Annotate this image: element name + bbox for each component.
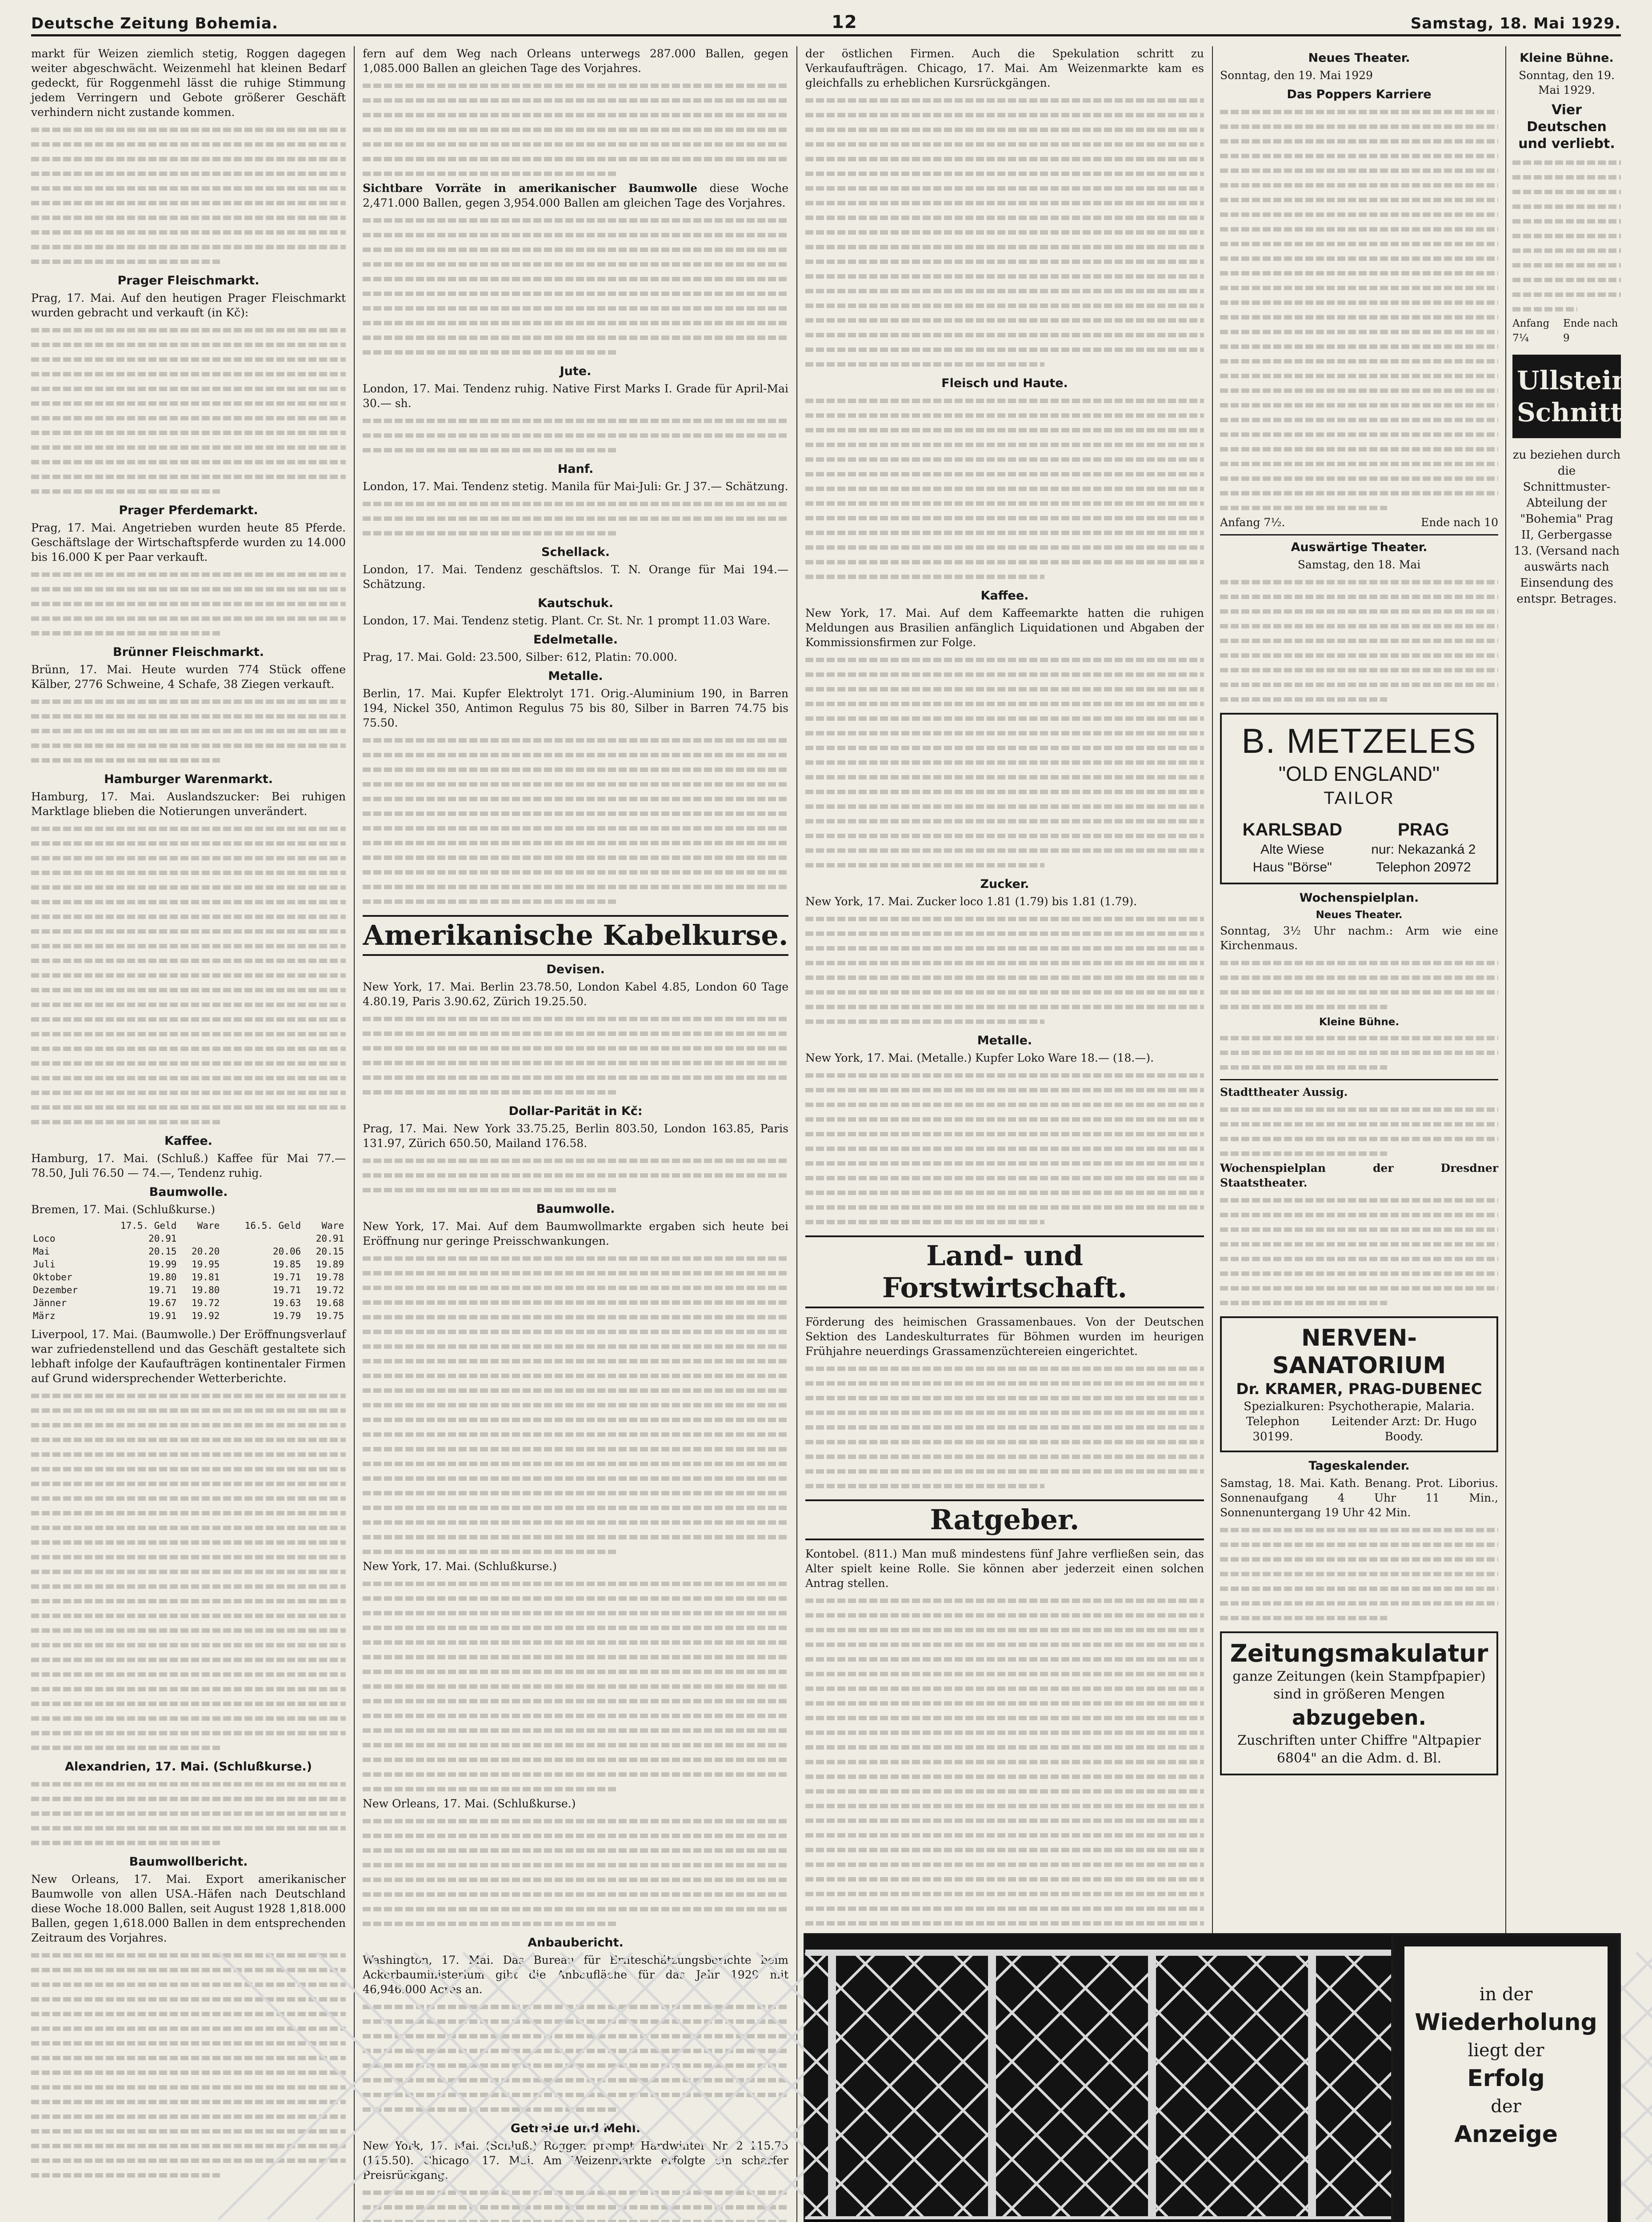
divider	[1220, 534, 1498, 536]
illegible-text	[31, 567, 346, 640]
illegible-text	[805, 1361, 1204, 1493]
section-heading: Baumwolle.	[536, 1202, 615, 1216]
section-heading: Prager Fleischmarkt.	[117, 274, 260, 288]
column-5	[1505, 46, 1641, 2222]
section-heading: Tageskalender.	[1308, 1459, 1410, 1473]
illegible-text	[31, 323, 346, 499]
ad-phone: Telephon 30199.	[1246, 1415, 1300, 1443]
table-cell: 19.92	[192, 1311, 220, 1321]
inline-heading: Wochenspielplan der Dresdner Staatstheater.	[1220, 1162, 1498, 1189]
section-heading: Metalle.	[548, 669, 603, 683]
masthead-title: Deutsche Zeitung Bohemia.	[31, 15, 278, 32]
metzeles-tailor-ad	[1220, 713, 1498, 884]
table-row	[31, 1310, 346, 1323]
illegible-text	[363, 733, 788, 909]
ad-specialty: Spezialkuren: Psychotherapie, Malaria.	[1244, 1400, 1475, 1413]
ad-text: zu beziehen durch die Schnittmuster-Abteilung der "Bohemia" Prag II, Gerbergasse 13. (Versand nach auswärts nach Einsendung des entspr. Betrages.	[1512, 448, 1621, 606]
ad-city: KARLSBAD	[1242, 820, 1343, 839]
article-text: Sonntag, 3½ Uhr nachm.: Arm wie eine Kirchenmaus.	[1220, 924, 1498, 952]
mesh-wire	[1636, 1953, 1652, 2219]
theater-show: Das Poppers Karriere	[1287, 88, 1432, 101]
ad-address: nur: Nekazanká 2	[1371, 842, 1476, 857]
table-cell: 19.78	[316, 1272, 344, 1283]
section-heading: Zucker.	[980, 877, 1029, 891]
article-text: Liverpool, 17. Mai. (Baumwolle.) Der Eröffnungsverlauf war zufriedenstellend und das Geschäft gestaltete sich lebhaft infolge der Kaufaufträgen kontinentaler Firmen auf Grund widersprechender Wetterberichte.	[31, 1328, 346, 1385]
table-header	[31, 1219, 97, 1232]
section-heading: Prager Pferdemarkt.	[119, 504, 258, 517]
ad-title: Zeitungsmakulatur	[1230, 1639, 1488, 1667]
table-cell: 19.71	[272, 1272, 301, 1283]
theater-show: Vier Deutschen und verliebt.	[1518, 102, 1615, 152]
theater-times	[1512, 316, 1621, 346]
illegible-table	[363, 1576, 788, 1796]
table-caption: New York, 17. Mai. (Schlußkurse.)	[363, 1560, 557, 1573]
table-header: Ware	[197, 1220, 220, 1231]
article-text: Hamburg, 17. Mai. Auslandszucker: Bei ruhigen Marktlage blieben die Notierungen unverändert.	[31, 790, 346, 818]
article-text: London, 17. Mai. Tendenz ruhig. Native First Marks I. Grade für April-Mai 30.— sh.	[363, 382, 788, 410]
ad-contact: Zuschriften unter Chiffre "Altpapier 6804" an die Adm. d. Bl.	[1237, 1733, 1481, 1766]
table-cell: 19.85	[272, 1259, 301, 1270]
illegible-text	[1220, 575, 1498, 707]
table-cell: 19.80	[192, 1285, 220, 1295]
section-banner: Ratgeber.	[805, 1499, 1204, 1540]
illegible-text	[31, 694, 346, 767]
inline-heading: Stadttheater Aussig.	[1220, 1086, 1348, 1099]
table-cell: Oktober	[33, 1272, 72, 1283]
section-heading: Neues Theater.	[1308, 51, 1410, 65]
section-heading: Dollar-Parität in Kč:	[508, 1104, 643, 1118]
section-heading: Edelmetalle.	[533, 633, 618, 647]
nerven-sanatorium-ad	[1220, 1316, 1498, 1452]
section-heading: Wochenspielplan.	[1299, 891, 1419, 905]
illegible-text	[363, 413, 788, 457]
article-text: markt für Weizen ziemlich stetig, Roggen dagegen weiter abgeschwächt. Weizenmehl hat kleinen Bedarf gedeckt, für Roggenmehl lässt die ruhige Stimmung jedem Verringern und Gebote größerer Geschäft verhindern nicht zustande kommen.	[31, 47, 346, 119]
article-text: Samstag, 18. Mai. Kath. Benang. Prot. Liborius. Sonnenaufgang 4 Uhr 11 Min., Sonnenuntergang 19 Uhr 42 Min.	[1220, 1477, 1498, 1519]
article-text	[363, 181, 788, 210]
ad-city: PRAG	[1398, 820, 1449, 839]
bremen-quote-table	[31, 1219, 346, 1323]
illegible-text	[805, 911, 1204, 1029]
illegible-text	[363, 496, 788, 540]
article-text: Förderung des heimischen Grassamenbaues. Von der Deutschen Sektion des Landeskulturrates für Böhmen wurden im heurigen Frühjahre neuerdings Grassamenzüchtereien eingerichtet.	[805, 1315, 1204, 1358]
illegible-text	[363, 78, 788, 181]
section-heading: Baumwolle.	[149, 1185, 228, 1199]
table-header-row	[31, 1219, 346, 1232]
table-header: 17.5. Geld	[120, 1220, 177, 1231]
table-cell: 19.72	[316, 1285, 344, 1295]
section-heading: Jute.	[560, 364, 592, 378]
table-row	[31, 1284, 346, 1297]
ad-line: der	[1491, 2096, 1521, 2117]
ad-line: in der	[1479, 1984, 1533, 2005]
article-text: Prag, 17. Mai. New York 33.75.25, Berlin 803.50, London 163.85, Paris 131.97, Zürich 650.50, Mailand 176.58.	[363, 1122, 788, 1150]
section-heading: Devisen.	[546, 963, 605, 976]
table-cell: 20.91	[316, 1233, 344, 1244]
section-banner: Land- und Forstwirtschaft.	[805, 1235, 1204, 1308]
masthead-date: Samstag, 18. Mai 1929.	[1410, 15, 1621, 32]
article-text: New York, 17. Mai. (Schluß.) Roggen prompt Hardwinter Nr. 2 115.75 (115.50). Chicago, 17. Mai. Am Weizenmarkte erfolgte ein scharfer Preisrückgang.	[363, 2139, 788, 2182]
wiederholung-ad	[1391, 1933, 1621, 2222]
section-heading: Auswärtige Theater.	[1291, 540, 1428, 554]
article-text: New York, 17. Mai. Berlin 23.78.50, London Kabel 4.85, London 60 Tage 4.80.19, Paris 3.90.62, Zürich 19.25.50.	[363, 980, 788, 1008]
table-row	[31, 1258, 346, 1271]
illegible-text	[805, 93, 1204, 372]
table-row	[31, 1245, 346, 1258]
table-caption: Bremen, 17. Mai. (Schlußkurse.)	[31, 1203, 216, 1216]
article-text: fern auf dem Weg nach Orleans unterwegs 287.000 Ballen, gegen 1,085.000 Ballen an gleichen Tage des Vorjahres.	[363, 47, 788, 75]
table-caption: New Orleans, 17. Mai. (Schlußkurse.)	[363, 1797, 576, 1810]
illegible-text	[805, 393, 1204, 584]
article-text: New York, 17. Mai. Zucker loco 1.81 (1.79) bis 1.81 (1.79).	[805, 895, 1137, 908]
section-heading: Hanf.	[557, 462, 594, 476]
table-cell: 19.91	[148, 1311, 177, 1321]
illegible-text	[1220, 1193, 1498, 1310]
article-text: New Orleans, 17. Mai. Export amerikanischer Baumwolle von allen USA.-Häfen nach Deutschland diese Woche 18.000 Ballen, seit August 1928 1,818.000 Ballen, gegen 1,618.000 Ballen in dem entsprechenden Zeitraum des Vorjahres.	[31, 1873, 346, 1944]
section-heading: Getreide und Mehl.	[510, 2122, 641, 2135]
table-row	[31, 1297, 346, 1310]
article-text: New York, 17. Mai. (Metalle.) Kupfer Loko Ware 18.— (18.—).	[805, 1051, 1154, 1064]
ad-title: NERVEN-SANATORIUM	[1272, 1325, 1446, 1379]
ad-address: Haus "Börse"	[1252, 860, 1332, 875]
section-heading: Kaffee.	[164, 1134, 212, 1148]
article-text: New York, 17. Mai. Auf dem Baumwollmarkte ergaben sich heute bei Eröffnung nur geringe Preisschwankungen.	[363, 1220, 788, 1247]
illegible-text	[363, 1153, 788, 1197]
section-heading: Kautschuk.	[537, 596, 613, 610]
illegible-text	[805, 1068, 1204, 1229]
article-text: New York, 17. Mai. Auf dem Kaffeemarkte hatten die ruhigen Meldungen aus Brasilien anfänglich Liquidationen und Abgaben der Kommissionsfirmen zur Folge.	[805, 607, 1204, 649]
table-row	[31, 1271, 346, 1284]
ad-phone: Telephon 20972	[1376, 860, 1471, 875]
table-cell: 19.80	[148, 1272, 177, 1283]
article-text: London, 17. Mai. Tendenz stetig. Plant. Cr. St. Nr. 1 prompt 11.03 Ware.	[363, 614, 771, 627]
ad-leader: Leitender Arzt: Dr. Hugo Boody.	[1331, 1415, 1477, 1443]
table-cell: 19.72	[192, 1298, 220, 1308]
zeitungsmakulatur-ad	[1220, 1631, 1498, 1775]
ad-tagline: "OLD ENGLAND"	[1278, 762, 1440, 785]
table-cell: 19.89	[316, 1259, 344, 1270]
section-heading: Alexandrien, 17. Mai. (Schlußkurse.)	[64, 1760, 312, 1774]
table-cell: 20.15	[148, 1246, 177, 1257]
section-heading: Fleisch und Haute.	[941, 376, 1068, 390]
column-3	[796, 46, 1212, 2222]
table-cell: 19.81	[192, 1272, 220, 1283]
illegible-text	[31, 1388, 346, 1755]
section-banner: Amerikanische Kabelkurse.	[363, 915, 788, 956]
article-text: Hamburg, 17. Mai. (Schluß.) Kaffee für Mai 77.— 78.50, Juli 76.50 — 74.—, Tendenz ruhig.	[31, 1152, 346, 1179]
article-text: Washington, 17. Mai. Das Bureau für Ernteschätzungsberichte beim Ackerbauministerium gibt die Anbaufläche für das Jahr 1929 mit 46,946.000 Acres an.	[363, 1954, 788, 1996]
article-text: Kontobel. (811.) Man muß mindestens fünf Jahre verfließen sein, das Alter spielt keine Rolle. Sie können aber jederzeit einen solchen Antrag stellen.	[805, 1547, 1204, 1590]
table-cell	[178, 1232, 221, 1245]
table-row	[31, 1232, 346, 1245]
illegible-text	[363, 1251, 788, 1559]
ad-trade: TAILOR	[1324, 788, 1395, 808]
theater-date: Sonntag, den 19. Mai 1929	[1220, 69, 1373, 82]
article-text: Prag, 17. Mai. Gold: 23.500, Silber: 612, Platin: 70.000.	[363, 651, 677, 663]
ad-address: Alte Wiese	[1260, 842, 1324, 857]
table-cell: 19.71	[148, 1285, 177, 1295]
theater-end: Ende nach 10	[1421, 516, 1498, 529]
section-heading: Kaffee.	[980, 589, 1029, 603]
article-text: London, 17. Mai. Tendenz stetig. Manila für Mai-Juli: Gr. J 37.— Schätzung.	[363, 480, 788, 493]
ad-line: Wiederholung	[1415, 2009, 1597, 2036]
illegible-table	[363, 1814, 788, 1931]
inline-text: diese Woche 2,471.000 Ballen, gegen 3,954.000 Ballen am gleichen Tage des Vorjahres.	[363, 182, 788, 209]
illegible-text	[31, 122, 346, 269]
table-header: Ware	[321, 1220, 344, 1231]
ad-location-karlsbad	[1243, 819, 1342, 876]
section-heading: Brünner Fleischmarkt.	[113, 645, 264, 659]
section-heading: Kleine Bühne.	[1520, 51, 1614, 65]
article-text: Berlin, 17. Mai. Kupfer Elektrolyt 171. Orig.-Aluminium 190, in Barren 194, Nickel 350, Antimon Regulus 75 bis 80, Silber in Barren 74.75 bis 75.50.	[363, 687, 788, 729]
illegible-text	[363, 1011, 788, 1099]
article-text: Brünn, 17. Mai. Heute wurden 774 Stück offene Kälber, 2776 Schweine, 4 Schafe, 38 Ziegen verkauft.	[31, 663, 346, 691]
ad-body: ganze Zeitungen (kein Stampfpapier) sind in größeren Mengen	[1232, 1669, 1486, 1702]
article-text: Prag, 17. Mai. Auf den heutigen Prager Fleischmarkt wurden gebracht und verkauft (in Kč):	[31, 292, 346, 319]
section-heading: Anbaubericht.	[528, 1936, 624, 1950]
table-cell: 19.79	[272, 1311, 301, 1321]
ad-panel	[1404, 1946, 1608, 2222]
mesh-wire	[1636, 1953, 1652, 2219]
article-text: Samstag, den 18. Mai	[1297, 558, 1421, 571]
table-cell: 19.75	[316, 1311, 344, 1321]
masthead	[31, 12, 1621, 36]
illegible-text	[31, 1777, 346, 1850]
divider	[1220, 1079, 1498, 1080]
page-number: 12	[831, 12, 857, 32]
table-cell: Juli	[33, 1259, 56, 1270]
ad-line: Erfolg	[1467, 2065, 1545, 2092]
illegible-cast-list	[1512, 155, 1621, 316]
article-text	[1220, 1161, 1498, 1190]
section-heading: Schellack.	[541, 545, 610, 559]
illegible-text	[363, 213, 788, 360]
theater-times	[1220, 515, 1498, 530]
illegible-text	[1220, 1031, 1498, 1075]
table-header: 16.5. Geld	[244, 1220, 301, 1231]
illegible-text	[31, 821, 346, 1129]
table-cell: 20.20	[192, 1246, 220, 1257]
theater-end: Ende nach 9	[1563, 318, 1618, 344]
article-text	[1220, 1085, 1498, 1099]
illegible-text	[1220, 1523, 1498, 1625]
table-cell: Loco	[33, 1233, 56, 1244]
ad-action: abzugeben.	[1292, 1706, 1426, 1730]
sub-heading: Neues Theater.	[1316, 909, 1403, 921]
article-text: Sonntag, den 19. Mai 1929.	[1519, 69, 1615, 96]
column-1	[31, 46, 354, 2222]
section-heading: Baumwollbericht.	[129, 1855, 248, 1869]
table-cell: 20.15	[316, 1246, 344, 1257]
ad-subtitle: Dr. KRAMER, PRAG-DUBENEC	[1236, 1380, 1482, 1398]
ad-footer	[1228, 1414, 1490, 1444]
article-text: der östlichen Firmen. Auch die Spekulation schritt zu Verkaufaufträgen. Chicago, 17. Mai. Am Weizenmarkte kam es gleichfalls zu erheblichen Kursrückgängen.	[805, 47, 1204, 89]
table-cell: 19.99	[148, 1259, 177, 1270]
ad-location-prag	[1371, 819, 1476, 876]
table-cell: Mai	[33, 1246, 50, 1257]
ad-line: Anzeige	[1454, 2121, 1558, 2148]
illegible-text	[1220, 955, 1498, 1014]
inline-heading: Sichtbare Vorräte in amerikanischer Baumwolle	[363, 182, 697, 195]
article-text: London, 17. Mai. Tendenz geschäftslos. T. N. Orange für Mai 194.— Schätzung.	[363, 563, 788, 591]
table-cell: 19.63	[272, 1298, 301, 1308]
theater-start: Anfang 7¼	[1512, 318, 1550, 344]
table-cell: 19.95	[192, 1259, 220, 1270]
table-cell: 20.06	[272, 1246, 301, 1257]
column-4	[1212, 46, 1505, 2222]
table-cell: Jänner	[33, 1298, 67, 1308]
ullstein-schnitte-ad: Ullstein-Schnitte	[1512, 355, 1621, 438]
illegible-cast-list	[1220, 104, 1498, 515]
ad-brand: B. METZELES	[1241, 721, 1477, 760]
illegible-text	[805, 652, 1204, 872]
section-heading: Metalle.	[977, 1034, 1032, 1047]
ad-locations	[1228, 819, 1490, 876]
table-cell: Dezember	[33, 1285, 78, 1295]
table-cell: 19.67	[148, 1298, 177, 1308]
theater-start: Anfang 7½.	[1220, 516, 1285, 529]
table-cell: 19.68	[316, 1298, 344, 1308]
sub-heading: Kleine Bühne.	[1319, 1016, 1400, 1028]
table-cell: 19.71	[272, 1285, 301, 1295]
ad-line: liegt der	[1468, 2040, 1544, 2061]
article-text: Prag, 17. Mai. Angetrieben wurden heute 85 Pferde. Geschäftslage der Wirtschaftspferde wurden zu 14.000 bis 16.000 K per Paar verkauft.	[31, 521, 346, 563]
section-heading: Hamburger Warenmarkt.	[104, 772, 273, 786]
column-2	[354, 46, 796, 2222]
table-cell: 20.91	[148, 1233, 177, 1244]
table-cell	[221, 1232, 303, 1245]
illegible-text	[1220, 1102, 1498, 1161]
table-cell: März	[33, 1311, 56, 1321]
